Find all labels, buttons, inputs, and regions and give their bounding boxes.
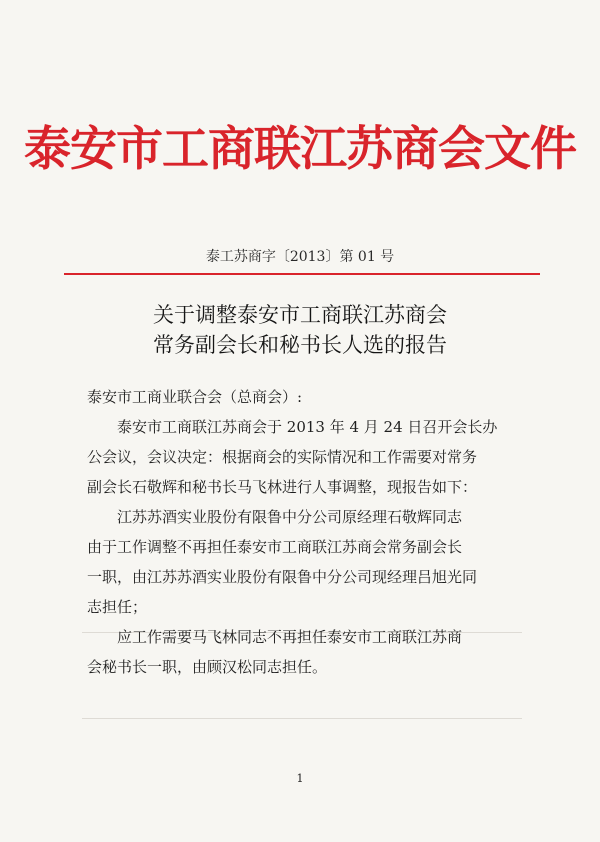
report-body	[87, 382, 527, 682]
paragraph-2-line-3: 一职，由江苏苏酒实业股份有限鲁中分公司现经理吕旭光同	[87, 568, 478, 586]
red-separator-line	[64, 273, 540, 275]
salutation: 泰安市工商业联合会（总商会）:	[87, 388, 303, 406]
bleed-through-rule	[82, 718, 522, 719]
report-title	[0, 300, 600, 360]
paragraph-3-line-2: 会秘书长一职，由顾汉松同志担任。	[87, 658, 328, 676]
paragraph-2-line-2: 由于工作调整不再担任泰安市工商联江苏商会常务副会长	[87, 538, 463, 556]
paragraph-1-line-2: 公会议，会议决定：根据商会的实际情况和工作需要对常务	[87, 448, 478, 466]
paragraph-1-line-1: 泰安市工商联江苏商会于 2013 年 4 月 24 日召开会长办	[117, 418, 498, 436]
report-title-line-1: 关于调整泰安市工商联江苏商会	[153, 303, 447, 327]
letterhead-title: 泰安市工商联江苏商会文件	[24, 122, 576, 177]
paragraph-2-line-4: 志担任；	[87, 598, 148, 616]
paragraph-1-line-3: 副会长石敬辉和秘书长马飞林进行人事调整，现报告如下：	[87, 478, 478, 496]
report-title-line-2: 常务副会长和秘书长人选的报告	[153, 333, 447, 357]
paragraph-3-line-1: 应工作需要马飞林同志不再担任泰安市工商联江苏商	[117, 628, 463, 646]
page-number: 1	[296, 772, 304, 785]
document-number: 泰工苏商字〔2013〕第 01 号	[205, 249, 395, 265]
paragraph-2-line-1: 江苏苏酒实业股份有限鲁中分公司原经理石敬辉同志	[117, 508, 463, 526]
